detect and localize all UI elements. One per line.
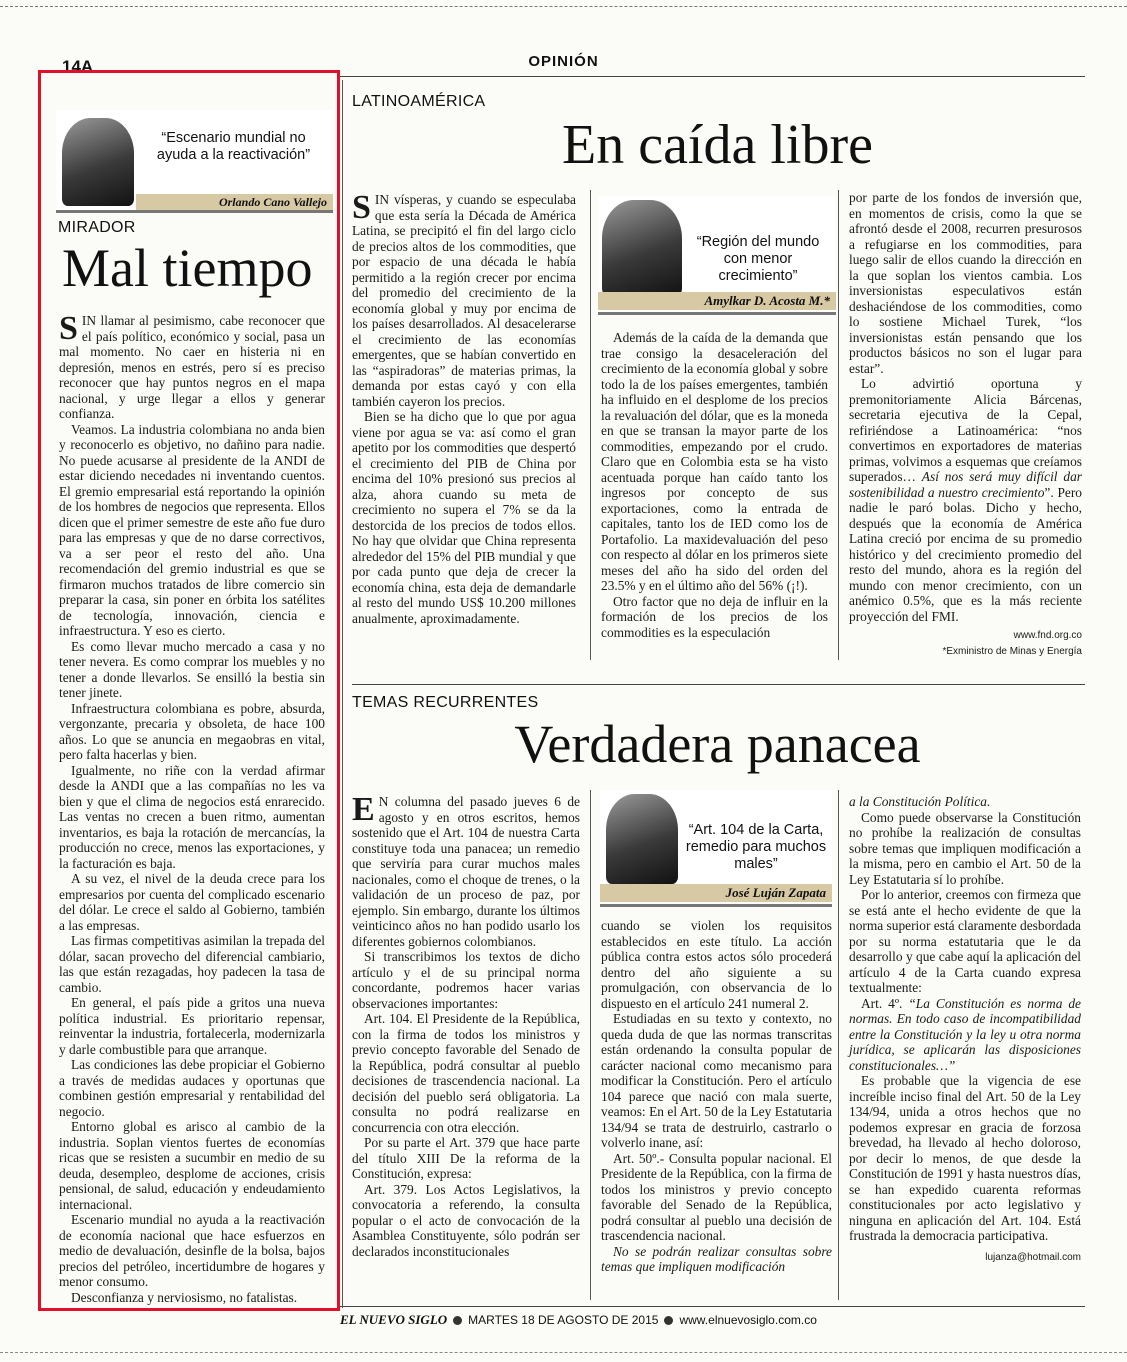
latam-note: *Exministro de Minas y Energía: [942, 645, 1082, 657]
pull-quote: “Art. 104 de la Carta, remedio para muchos males”: [685, 822, 827, 872]
column-divider: [590, 190, 591, 660]
drop-cap: S: [59, 310, 78, 347]
column-divider: [838, 190, 839, 660]
author-name: José Luján Zapata: [600, 884, 832, 902]
column-divider: [590, 790, 591, 1300]
footer-web: www.elnuevosiglo.com.co: [679, 1313, 817, 1327]
author-name: Orlando Cano Vallejo: [136, 194, 333, 210]
latam-byline: [598, 196, 836, 315]
temas-kicker: TEMAS RECURRENTES: [352, 694, 539, 711]
latam-headline: En caída libre: [562, 114, 873, 176]
page-number: 14A: [62, 57, 94, 76]
drop-cap: E: [352, 791, 375, 828]
footer: [340, 1312, 817, 1328]
bullet-icon: [664, 1316, 673, 1325]
author-name: Amylkar D. Acosta M.*: [598, 292, 836, 310]
mirador-body: SIN llamar al pesimismo, cabe reconocer que el país político, económico y social, pasa un mal momento. No caer en histeria ni en depresión, menos en estrés, pero sí es preciso reconocer que hay puntos negros en el mapa nacional, y urge llegar a ellos y generar confianza. Veamos. La industria colombiana no anda bien y reconocerlo es objetivo, no dañino para nadie. No puede acusarse al presidente de la ANDI de estar diciendo necedades ni inventando cuentos. El gremio empresarial está reportando la opinión de los hombres de negocios que representa. Ellos dicen que el primer semestre de este año fue duro para las empresas y que de no darse correctivos, va a ser peor el resto del año. Una recomendación del gremio industrial es que se firmaron muchos tratados de libre comercio sin preparar la casa, sin poner en órbita los satélites de tecnología, innovación, ciencia e infraestructura. Y eso es cierto. Es como llevar mucho mercado a casa y no tener nevera. Es como comprar los muebles y no tener a donde llevarlos. Se ensilló la bestia sin tener jinete. Infraestructura colombiana es pobre, absurda, vergonzante, precaria y obsoleta, de hace 100 años. Lo que se anuncia en megaobras en vital, pero falta hacerlas y bien. Igualmente, no riñe con la verdad afirmar desde la ANDI que a las compañías no les va bien y que el clima de negocios está enrarecido. Las ventas no crecen a buen ritmo, aumentan inventarios, es baja la rotación de mercancías, la producción no crece, menos las exportaciones, y la facturación es baja. A su vez, el nivel de la deuda crece para los empresarios por cuenta del complicado escenario del dólar. Le crece el saldo al Gobierno, también a las empresas. Las firmas competitivas asimilan la trepada del dólar, sacan provecho del diferencial cambiario, las que están rezagadas, hoy padecen la tasa de cambio. En general, el país pide a gritos una nueva política industrial. Es prioritario repensar, reinventar la industria, fortalecerla, modernizarla y darle combustible para que arranque. Las condiciones las debe propiciar el Gobierno a través de medidas audaces y oportunas que combinen gestión empresarial y rentabilidad del negocio. Entorno global es arisco al cambio de la industria. Soplan vientos fuertes de economías ricas que se resisten a sucumbir en medio de su deuda, desempleo, desplome de acciones, crisis pensional, de salud, educación y endeudamiento internacional. Escenario mundial no ayuda a la reactivación de economía nacional que hace esfuerzos en medio de devaluación, desinfle de la bolsa, bajos precios del petróleo, incertidumbre de hogares y menor consumo. Desconfianza y nerviosismo, no fatalistas.: [59, 310, 325, 1305]
temas-col-3: a la Constitución Política. Como puede observarse la Constitución no prohíbe la realización de consultas sobre temas que impliquen modificación a la misma, pero en cambio el Art. 50 de la Ley Estatutaria sí lo prohíbe. Por lo anterior, creemos con firmeza que se está ante el hecho evidente de que la norma superior está claramente desbordada por su norma estatutaria que le da desarrollo y que cabe aquí la aplicación del artículo 4 de la Carta cuando expresa textualmente: Art. 4º. “La Constitución es norma de normas. En todo caso de incompatibilidad entre la Constitución y la ley u otra norma jurídica, se aplicarán las disposiciones constitucionales…” Es probable que la vigencia de ese increíble inciso final del Art. 50 de la Ley 134/94, unida a otros hechos que no podemos expresar en gracia de forzosa brevedad, ha llevado al hecho doloroso, por decir lo menos, de que desde la Constitución de 1991 y hasta nuestros días, se han expedido cuarenta reformas constitucionales por acto legislativo y ninguna en aplicación del Art. 104. Está frustrada la democracia participativa. lujanza@hotmail.com: [849, 794, 1081, 1265]
author-email: lujanza@hotmail.com: [985, 1251, 1081, 1263]
bottom-dashed-rule: [0, 1352, 1127, 1354]
top-dashed-rule: [0, 0, 1127, 7]
section-name: OPINIÓN: [528, 53, 599, 70]
temas-col-2: cuando se violen los requisitos establecidos en este título. La acción pública contra estos actos sólo procederá dentro del año siguiente a su promulgación, con observancia de lo dispuesto en el artículo 241 numeral 2. Estudiadas en su texto y contexto, no queda duda de que las normas transcritas están ordenando la consulta popular de carácter nacional como mecanismo para modificar la Constitución. Pero el artículo 104 parece que nació con mala suerte, veamos: En el Art. 50 de la Ley Estatutaria 134/94 se trata de destruirlo, castrarlo o volverlo inane, así: Art. 50º.- Consulta popular nacional. El Presidente de la República, con la firma de todos los ministros y previo concepto favorable del Senado de la República, podrá consultar al pueblo una decisión de trascendencia nacional. No se podrán realizar consultas sobre temas que impliquen modificación: [601, 918, 832, 1274]
temas-col-1: E N columna del pasado jueves 6 de agosto y en otros escritos, hemos sostenido que el Art. 104 de nuestra Carta constituye toda una panacea; un remedio que serviría para curar muchos males nacionales, como el choque de trenes, o la validación de un proceso de paz, por ejemplo. Sin embargo, durante los últimos veinticinco años no han podido usarlo los diferentes gobiernos colombianos. Si transcribimos los textos de dicho artículo y el de su principal norma concordante, podremos hacer varias observaciones importantes: Art. 104. El Presidente de la República, con la firma de todos los ministros y previo concepto favorable del Senado de la República, podrá consultar al pueblo decisiones de trascendencia nacional. La decisión del pueblo será obligatoria. La consulta no podrá realizarse en concurrencia con otra elección. Por su parte el Art. 379 que hace parte del título XIII De la reforma de la Constitución, expresa: Art. 379. Los Actos Legislativos, la convocatoria a referendo, la consulta popular o el acto de convocación de la Asamblea Constituyente, sólo podrán ser declarados inconstitucionales: [352, 791, 580, 1259]
footer-brand: EL NUEVO SIGLO: [340, 1312, 448, 1327]
temas-byline: [600, 790, 832, 907]
latam-web: www.fnd.org.co: [1013, 630, 1082, 641]
bullet-icon: [453, 1316, 462, 1325]
mirador-kicker: MIRADOR: [58, 219, 136, 236]
latam-col-1: SIN vísperas, y cuando se especulaba que esta sería la Década de América Latina, se precipitó el fin del largo ciclo de precios altos de los commodities, que por espacio de una década le había permitido a la región crecer por encima del promedio del crecimiento de la economía global y muy por encima de los países desarrollados. Al desacelerarse el crecimiento de las economías emergentes, que se habían convertido en las “aspiradoras” de materias primas, la demanda por estas cayó y con ella también cayeron los precios. Bien se ha dicho que lo que por agua viene por agua se va: así como el gran apetito por los commodities que despertó el crecimiento del PIB de China por encima del 10% presionó sus precios al alza, ahora cuando su meta de crecimiento no supera el 7% se da la destorcida de los precios de todos ellos. No hay que olvidar que China representa alrededor del 15% del PIB mundial y que por cada punto que deja de crecer la economía china, esta deja de demandarle al resto del mundo US$ 10.200 millones anualmente, aproximadamente.: [352, 189, 576, 626]
pull-quote: “Escenario mundial no ayuda a la reactivación”: [156, 130, 311, 163]
header-rule: [340, 76, 1085, 77]
footer-rule: [340, 1306, 1085, 1307]
mirador-byline: [56, 110, 333, 213]
temas-headline: Verdadera panacea: [514, 714, 921, 774]
latam-col-2: Además de la caída de la demanda que trae consigo la desaceleración del crecimiento de la economía global y sobre todo la de los países emergentes, también ha influido en el desplome de los precios la revaluación del dólar, que es la moneda en que se transan la mayor parte de los commodities, empezando por el crudo. Claro que en Colombia esta se ha visto acentuada porque han caído tanto los ingresos por concepto de sus exportaciones, como la entrada de capitales, tanto los de IED como los de Portafolio. La maxidevaluación del peso con respecto al dólar en los primeros siete meses del año ha sido del orden del 23.5% y en el último año del 56% (¡!). Otro factor que no deja de influir en la formación de los precios de los commodities es la especulación: [601, 330, 828, 640]
drop-cap: S: [352, 189, 371, 226]
column-divider: [838, 790, 839, 1300]
mirador-headline: Mal tiempo: [62, 238, 313, 298]
author-photo: [602, 200, 682, 296]
footer-date: MARTES 18 DE AGOSTO DE 2015: [468, 1313, 659, 1327]
column-divider: [342, 80, 343, 1308]
author-photo: [606, 794, 678, 884]
pull-quote: “Región del mundo con menor crecimiento”: [696, 234, 820, 284]
latam-col-3: por parte de los fondos de inversión que, en momentos de crisis, como la que se afrontó desde el 2008, recurren presurosos a refugiarse en los commodities, para luego salir de ellos cuando la dirección en la que soplan los vientos cambia. Los inversionistas especulativos están deshaciéndose de los commodities, como lo sostiene Michael Turek, “los inversionistas están pensando que los productos básicos no son el lugar para estar”. Lo advirtió oportuna y premonitoriamente Alicia Bárcenas, secretaria ejecutiva de la Cepal, refiriéndose a Latinoamérica: “nos convertimos en exportadores de materias primas, volvimos a esquemas que creíamos superados… Así nos será muy difícil dar sostenibilidad a nuestro crecimiento”. Pero nadie le paró bolas. Dicho y hecho, después que la economía de América Latina creció por encima de su promedio histórico y del crecimiento promedio del resto del mundo, ahora es la región del mundo con menor crecimiento, con un anémico 0.5%, que es la más reciente proyección del FMI. www.fnd.org.co *Exministro de Minas y Energía: [849, 190, 1082, 659]
author-photo: [62, 118, 134, 206]
section-rule: [352, 684, 1085, 685]
latam-kicker: LATINOAMÉRICA: [352, 93, 486, 110]
